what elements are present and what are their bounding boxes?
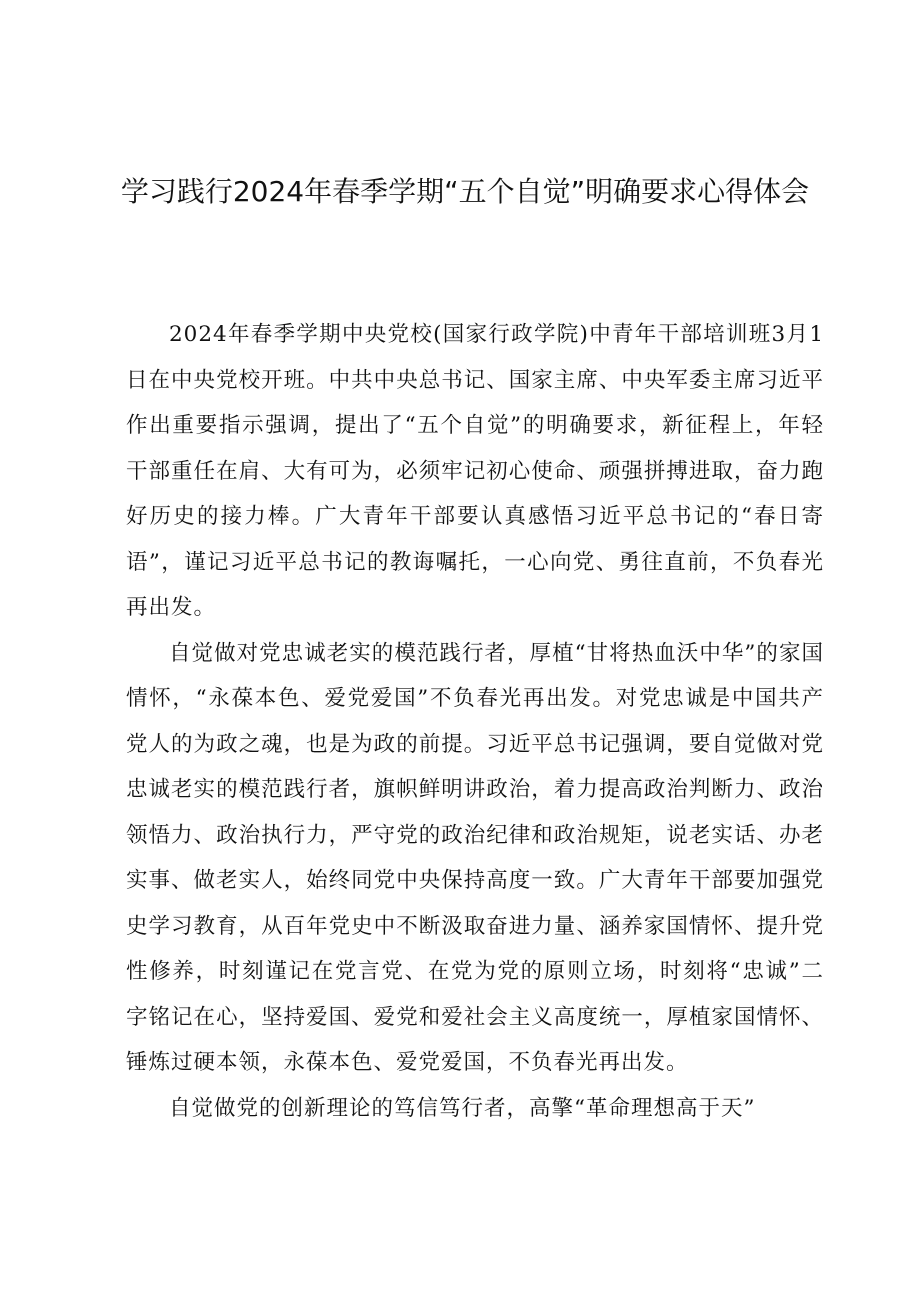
document-body — [126, 312, 824, 1131]
paragraph-loyalty: 自觉做对党忠诚老实的模范践行者，厚植“甘将热血沃中华”的家国情怀，“永葆本色、爱党爱国”不负春光再出发。对党忠诚是中国共产党人的为政之魂，也是为政的前提。习近平总书记强调，要自觉做对党忠诚老实的模范践行者，旗帜鲜明讲政治，着力提高政治判断力、政治领悟力、政治执行力，严守党的政治纪律和政治规矩，说老实话、办老实事、做老实人，始终同党中央保持高度一致。广大青年干部要加强党史学习教育，从百年党史中不断汲取奋进力量、涵养家国情怀、提升党性修养，时刻谨记在党言党、在党为党的原则立场，时刻将“忠诚”二字铭记在心，坚持爱国、爱党和爱社会主义高度统一，厚植家国情怀、锤炼过硬本领，永葆本色、爱党爱国，不负春光再出发。 — [126, 640, 824, 1075]
paragraph-theory: 自觉做党的创新理论的笃信笃行者，高擎“革命理想高于天” — [169, 1095, 756, 1121]
paragraph-intro: 2024年春季学期中央党校(国家行政学院)中青年干部培训班3月1日在中央党校开班。中共中央总书记、国家主席、中央军委主席习近平作出重要指示强调，提出了“五个自觉”的明确要求，新征程上，年轻干部重任在肩、大有可为，必须牢记初心使命、顽强拼搏进取，奋力跑好历史的接力棒。广大青年干部要认真感悟习近平总书记的“春日寄语”，谨记习近平总书记的教诲嘱托，一心向党、勇往直前，不负春光再出发。 — [126, 322, 824, 620]
document-title: 学习践行2024年春季学期“五个自觉”明确要求心得体会 — [120, 175, 810, 208]
